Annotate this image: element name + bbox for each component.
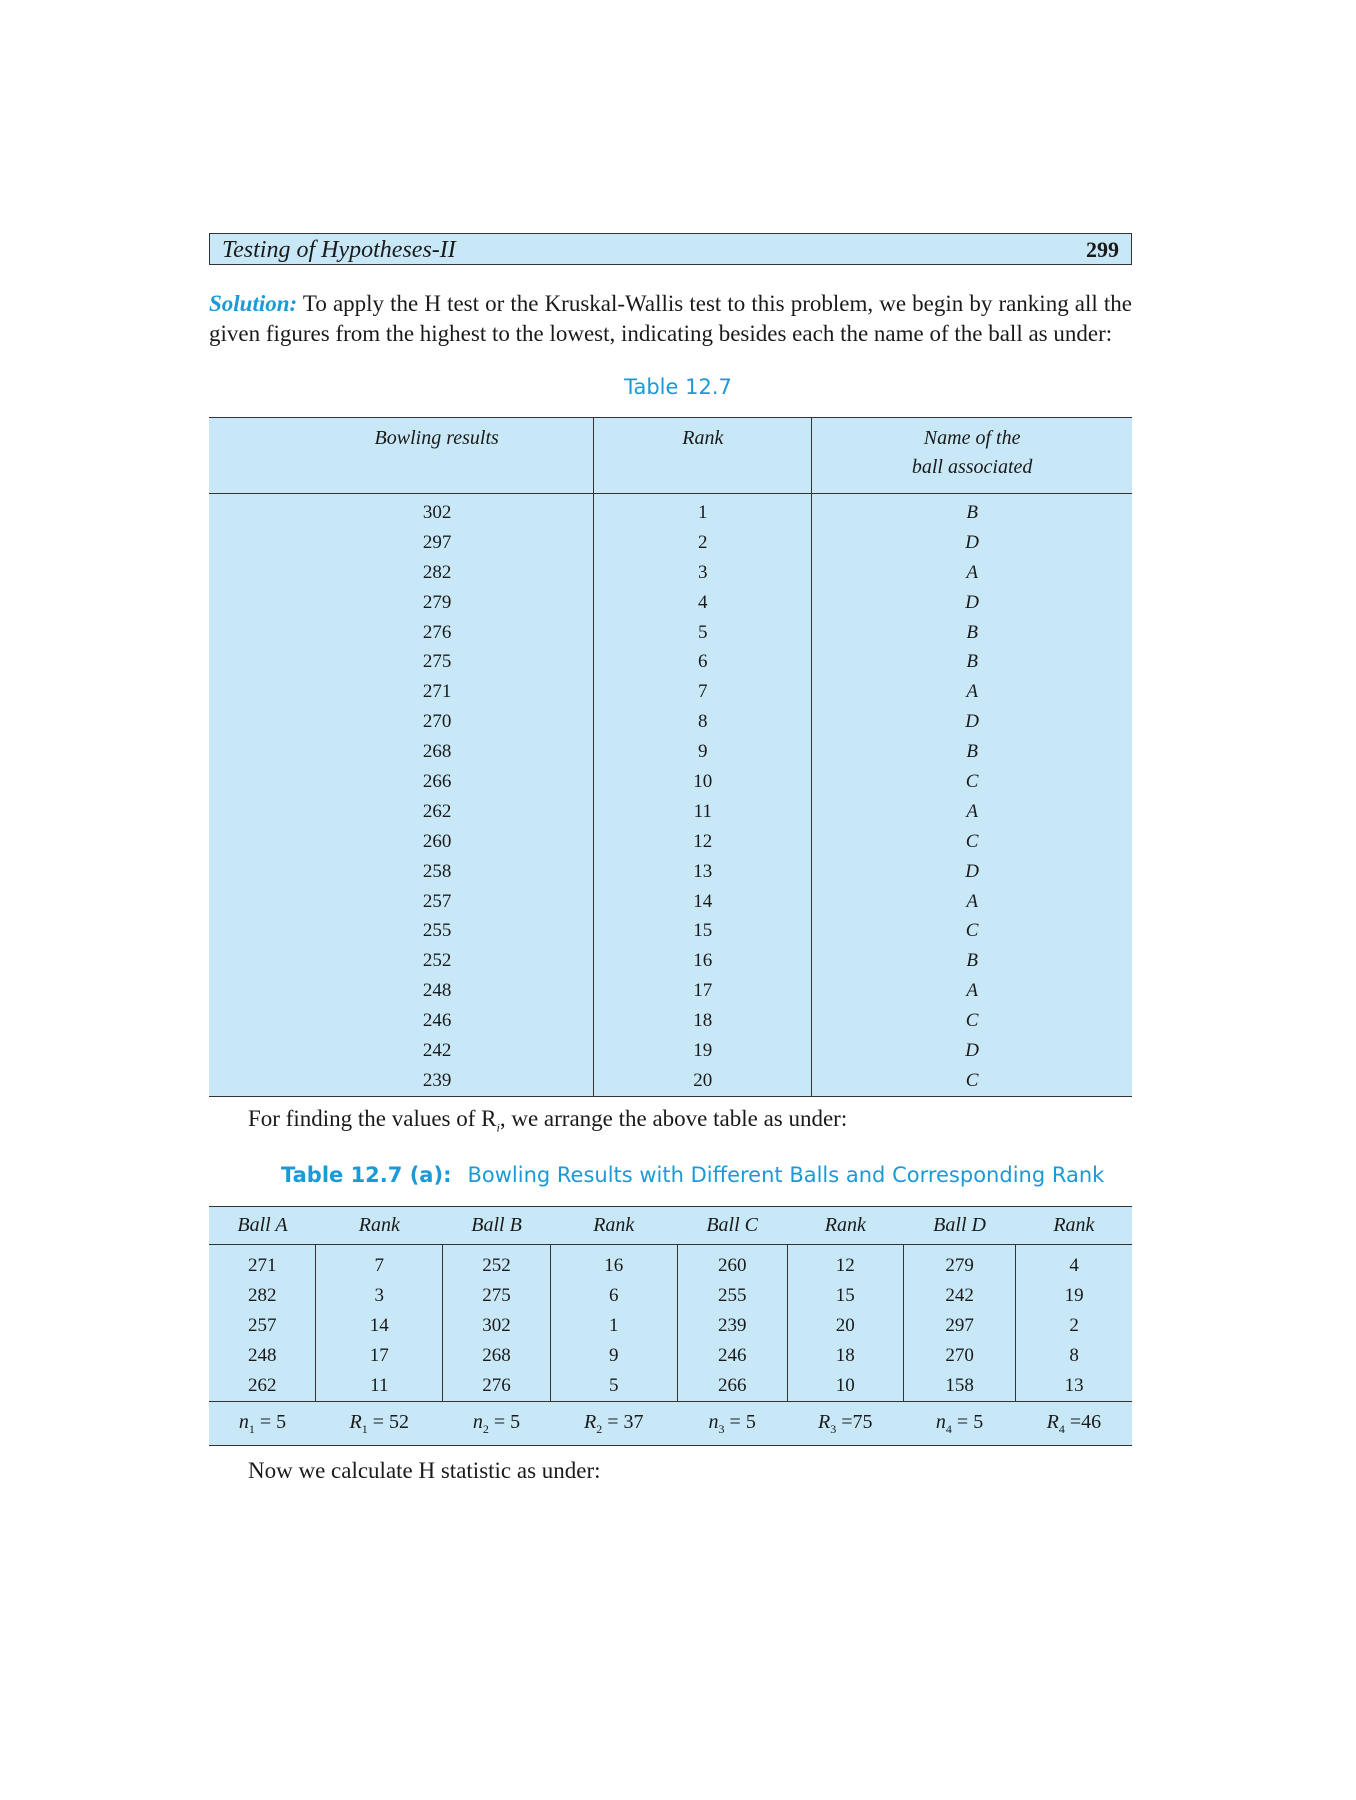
table-row [209,494,1132,528]
ball-name: C [812,916,1132,946]
rank: 13 [594,857,812,887]
bowling-result: 282 [422,561,452,583]
table-cell: 252 [443,1245,551,1282]
page-number: 299 [1086,237,1119,262]
rank: 15 [594,916,812,946]
table-cell: 2 [1016,1311,1132,1341]
total-cell: $n_3 = 5$ [677,1402,787,1446]
ball-rank-table [209,1206,1132,1446]
bowling-result: 302 [422,501,452,523]
ball-name: D [812,528,1132,558]
rank: 5 [594,618,812,648]
table-cell: 271 [247,1255,277,1276]
rank: 9 [594,737,812,767]
table-row [209,1036,1132,1066]
table-row [209,1341,1132,1371]
ball-name: A [812,797,1132,827]
rank: 3 [594,558,812,588]
solution-paragraph-line2: given figures from the highest to the lowest, indicating besides each the name of the ball as under: [209,321,1113,346]
bowling-result: 255 [422,920,452,942]
ball-name: D [812,1036,1132,1066]
ball-name: D [812,857,1132,887]
arrange-paragraph: For finding the values of $R_i$, we arrange the above table as under: [248,1106,848,1135]
bowling-result: 252 [422,950,452,972]
table-cell: 239 [677,1311,787,1341]
table-cell: 12 [787,1245,903,1282]
col-rank: Rank [594,418,812,494]
rank: 16 [594,946,812,976]
total-cell: $n_4 = 5$ [903,1402,1015,1446]
running-header [209,233,1132,265]
table-cell: 275 [443,1281,551,1311]
col-header: Rank [550,1207,677,1245]
ball-name: A [812,558,1132,588]
table-row [209,857,1132,887]
chapter-title: Testing of Hypotheses-II [222,237,456,263]
totals-row [209,1402,1132,1446]
table-cell: 270 [903,1341,1015,1371]
table-cell: 1 [550,1311,677,1341]
table-cell: 3 [316,1281,443,1311]
table-cell: 266 [677,1371,787,1402]
total-cell: $R_4 =46$ [1016,1402,1132,1446]
ball-name: C [812,1006,1132,1036]
table-cell: 9 [550,1341,677,1371]
total-cell: $R_2 = 37$ [550,1402,677,1446]
table-cell: 6 [550,1281,677,1311]
table-row [209,797,1132,827]
rank: 19 [594,1036,812,1066]
ranking-table [209,417,1132,1097]
bowling-result: 279 [422,591,452,613]
table-cell: 20 [787,1311,903,1341]
ball-name: B [812,737,1132,767]
table-cell: 10 [787,1371,903,1402]
table-cell: 246 [677,1341,787,1371]
table-cell: 7 [316,1245,443,1282]
col-header: Rank [1016,1207,1132,1245]
ball-name: C [812,767,1132,797]
table-cell: 158 [903,1371,1015,1402]
ball-name: A [812,677,1132,707]
table-cell: 260 [677,1245,787,1282]
rank: 10 [594,767,812,797]
bowling-result: 246 [422,1010,452,1032]
bowling-result: 260 [422,830,452,852]
table-cell: 16 [550,1245,677,1282]
ball-name: C [812,827,1132,857]
table-cell: 242 [903,1281,1015,1311]
table-cell: 279 [903,1245,1015,1282]
rank: 11 [594,797,812,827]
col-bowling-results: Bowling results [209,418,594,494]
rank: 18 [594,1006,812,1036]
table-row [209,1311,1132,1341]
bowling-result: 257 [422,890,452,912]
bowling-result: 271 [422,681,452,703]
ball-name: B [812,647,1132,677]
h-statistic-paragraph: Now we calculate H statistic as under: [248,1458,601,1483]
table-row [209,1371,1132,1402]
ball-name: D [812,588,1132,618]
ball-name: C [812,1066,1132,1096]
ball-name: B [812,618,1132,648]
table-row [209,618,1132,648]
table-cell: 17 [316,1341,443,1371]
bowling-result: 276 [422,621,452,643]
table-cell: 14 [316,1311,443,1341]
table-row [209,677,1132,707]
ball-name: B [812,494,1132,528]
table-row [209,558,1132,588]
table-row [209,588,1132,618]
table-cell: 5 [550,1371,677,1402]
solution-label: Solution: [209,291,298,316]
col-header: Ball C [677,1207,787,1245]
table-cell: 15 [787,1281,903,1311]
table-cell: 276 [443,1371,551,1402]
col-header: Rank [316,1207,443,1245]
table-cell: 262 [247,1375,277,1396]
table-cell: 257 [247,1315,277,1336]
total-cell: $n_1 = 5$ [209,1402,316,1446]
bowling-result: 248 [422,980,452,1002]
total-cell: $R_3 =75$ [787,1402,903,1446]
rank: 8 [594,707,812,737]
bowling-result: 275 [422,651,452,673]
rank: 20 [594,1066,812,1096]
bowling-result: 262 [422,800,452,822]
ball-name: D [812,707,1132,737]
table-row [209,1066,1132,1096]
ball-name: A [812,976,1132,1006]
rank: 2 [594,528,812,558]
table-row [209,707,1132,737]
bowling-result: 242 [422,1039,452,1061]
table-cell: 19 [1016,1281,1132,1311]
rank: 12 [594,827,812,857]
table-cell: 248 [247,1345,277,1366]
solution-text-1: To apply the H test or the Kruskal-Wallis test to this problem, we begin by ranking all the [297,291,1132,316]
bowling-result: 268 [422,741,452,763]
table-cell: 282 [247,1285,277,1306]
table-cell: 268 [443,1341,551,1371]
table-row [209,528,1132,558]
table-row [209,1245,1132,1282]
table-row [209,946,1132,976]
table-12-7-caption: Table 12.7 [624,375,732,399]
table-cell: 255 [677,1281,787,1311]
table-row [209,976,1132,1006]
table-row [209,887,1132,917]
table-cell: 4 [1016,1245,1132,1282]
rank: 1 [594,494,812,528]
table-cell: 11 [316,1371,443,1402]
table-row [209,1006,1132,1036]
table-row [209,916,1132,946]
rank: 17 [594,976,812,1006]
table-row [209,767,1132,797]
bowling-result: 297 [422,531,452,553]
solution-paragraph-line1 [209,289,1132,319]
table-cell: 8 [1016,1341,1132,1371]
col-header: Ball A [209,1207,316,1245]
bowling-result: 270 [422,711,452,733]
ball-name: B [812,946,1132,976]
table-cell: 302 [443,1311,551,1341]
rank: 6 [594,647,812,677]
rank: 14 [594,887,812,917]
table-12-7a-caption: Table 12.7 (a): Bowling Results with Different Balls and Corresponding Rank [281,1163,1105,1187]
rank: 4 [594,588,812,618]
total-cell: $n_2 = 5$ [443,1402,551,1446]
table-row [209,827,1132,857]
table-cell: 18 [787,1341,903,1371]
table-cell: 13 [1016,1371,1132,1402]
rank: 7 [594,677,812,707]
table-row [209,737,1132,767]
bowling-result: 258 [422,860,452,882]
table-row [209,647,1132,677]
col-header: Rank [787,1207,903,1245]
bowling-result: 239 [422,1069,452,1091]
col-header: Ball B [443,1207,551,1245]
col-ball-name: Name of the ball associated [812,418,1132,494]
col-header: Ball D [903,1207,1015,1245]
table-cell: 297 [903,1311,1015,1341]
bowling-result: 266 [422,770,452,792]
ball-name: A [812,887,1132,917]
table-row [209,1281,1132,1311]
total-cell: $R_1 = 52$ [316,1402,443,1446]
